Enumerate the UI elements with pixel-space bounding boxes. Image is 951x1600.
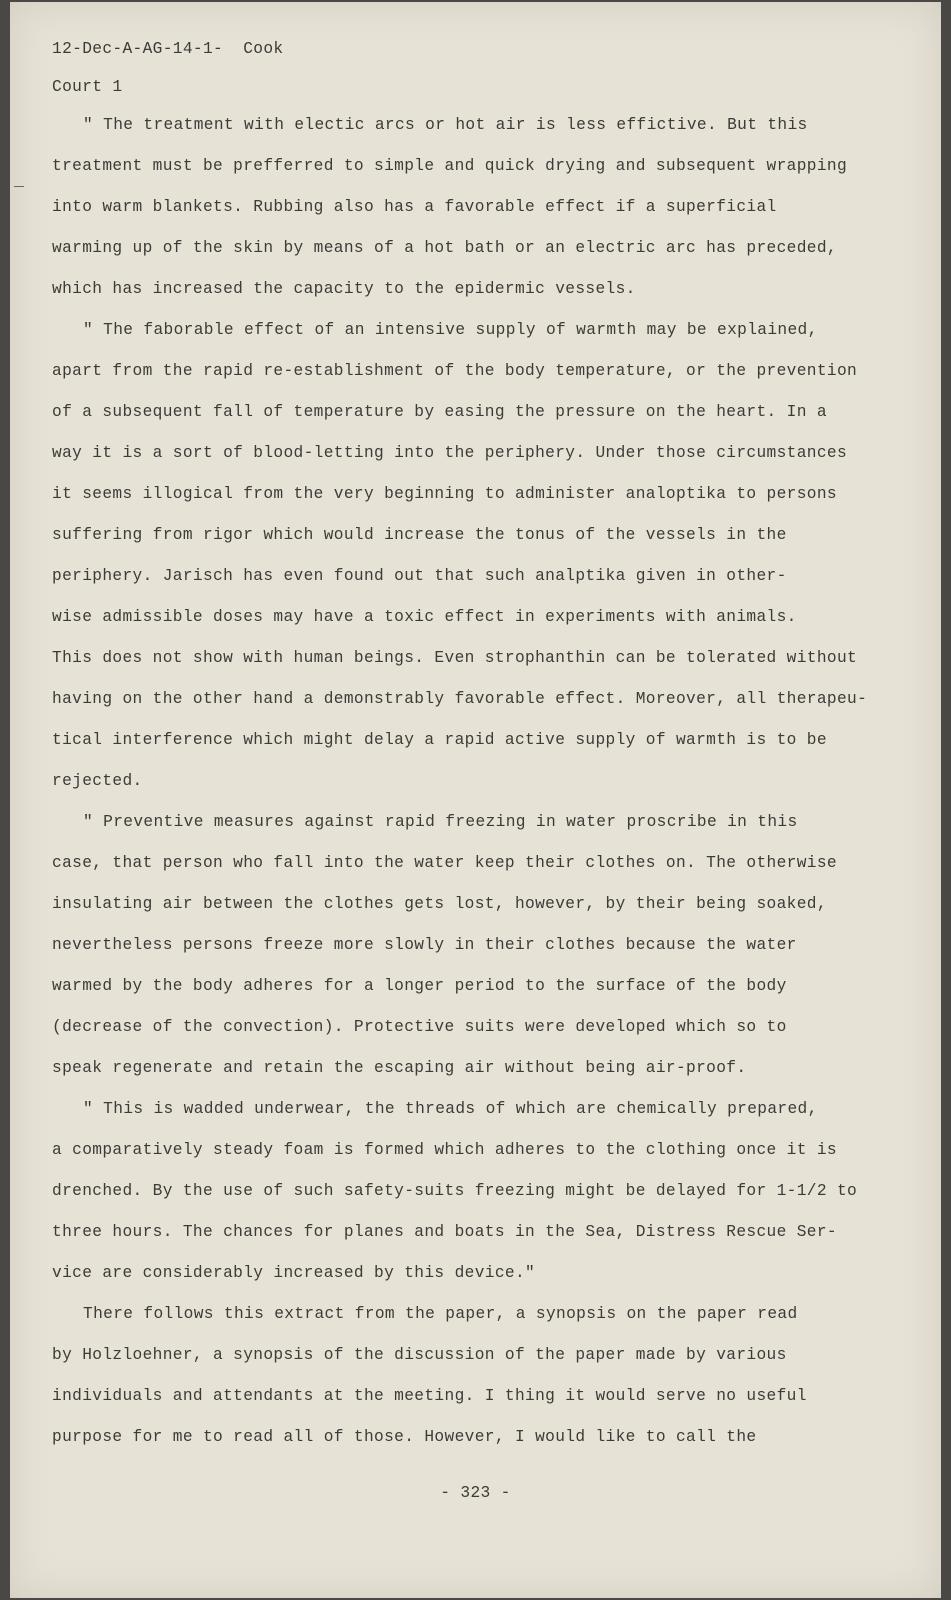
text-line: suffering from rigor which would increase the tonus of the vessels in the: [52, 526, 787, 544]
text-line: which has increased the capacity to the epidermic vessels.: [52, 280, 636, 298]
text-line: apart from the rapid re-establishment of the body temperature, or the prevention: [52, 362, 858, 380]
court-label: Court 1: [52, 78, 123, 96]
text-line: treatment must be prefferred to simple and quick drying and subsequent wrapping: [52, 157, 848, 175]
text-line: it seems illogical from the very beginning to administer analoptika to persons: [52, 485, 837, 503]
text-line: case, that person who fall into the water keep their clothes on. The otherwise: [52, 854, 837, 872]
text-line: nevertheless persons freeze more slowly in their clothes because the water: [52, 936, 797, 954]
text-line: " The faborable effect of an intensive supply of warmth may be explained,: [83, 321, 818, 339]
text-line: having on the other hand a demonstrably favorable effect. Moreover, all therapeu-: [52, 690, 868, 708]
text-line: a comparatively steady foam is formed which adheres to the clothing once it is: [52, 1141, 837, 1159]
page-number: - 323 -: [440, 1484, 511, 1502]
text-line: of a subsequent fall of temperature by easing the pressure on the heart. In a: [52, 403, 827, 421]
text-line: (decrease of the convection). Protective suits were developed which so to: [52, 1018, 787, 1036]
text-line: by Holzloehner, a synopsis of the discussion of the paper made by various: [52, 1346, 787, 1364]
text-line: individuals and attendants at the meeting. I thing it would serve no useful: [52, 1387, 807, 1405]
text-line: warming up of the skin by means of a hot bath or an electric arc has preceded,: [52, 239, 837, 257]
text-line: periphery. Jarisch has even found out that such analptika given in other-: [52, 567, 787, 585]
text-line: warmed by the body adheres for a longer period to the surface of the body: [52, 977, 787, 995]
text-line: This does not show with human beings. Even strophanthin can be tolerated without: [52, 649, 858, 667]
text-line: tical interference which might delay a rapid active supply of warmth is to be: [52, 731, 827, 749]
text-line: drenched. By the use of such safety-suits freezing might be delayed for 1-1/2 to: [52, 1182, 858, 1200]
text-line: " Preventive measures against rapid freezing in water proscribe in this: [83, 813, 798, 831]
text-line: " The treatment with electic arcs or hot air is less effictive. But this: [83, 116, 808, 134]
document-id: 12-Dec-A-AG-14-1- Cook: [52, 40, 284, 58]
text-line: insulating air between the clothes gets lost, however, by their being soaked,: [52, 895, 827, 913]
text-line: way it is a sort of blood-letting into the periphery. Under those circumstances: [52, 444, 848, 462]
text-line: three hours. The chances for planes and boats in the Sea, Distress Rescue Ser-: [52, 1223, 837, 1241]
text-line: " This is wadded underwear, the threads of which are chemically prepared,: [83, 1100, 818, 1118]
text-line: rejected.: [52, 772, 143, 790]
text-line: purpose for me to read all of those. However, I would like to call the: [52, 1428, 757, 1446]
text-line: There follows this extract from the paper, a synopsis on the paper read: [83, 1305, 798, 1323]
text-line: into warm blankets. Rubbing also has a favorable effect if a superficial: [52, 198, 777, 216]
text-line: speak regenerate and retain the escaping air without being air-proof.: [52, 1059, 747, 1077]
document-page: [10, 2, 941, 1598]
text-line: wise admissible doses may have a toxic effect in experiments with animals.: [52, 608, 797, 626]
margin-mark: [14, 186, 24, 187]
text-line: vice are considerably increased by this device.": [52, 1264, 536, 1282]
